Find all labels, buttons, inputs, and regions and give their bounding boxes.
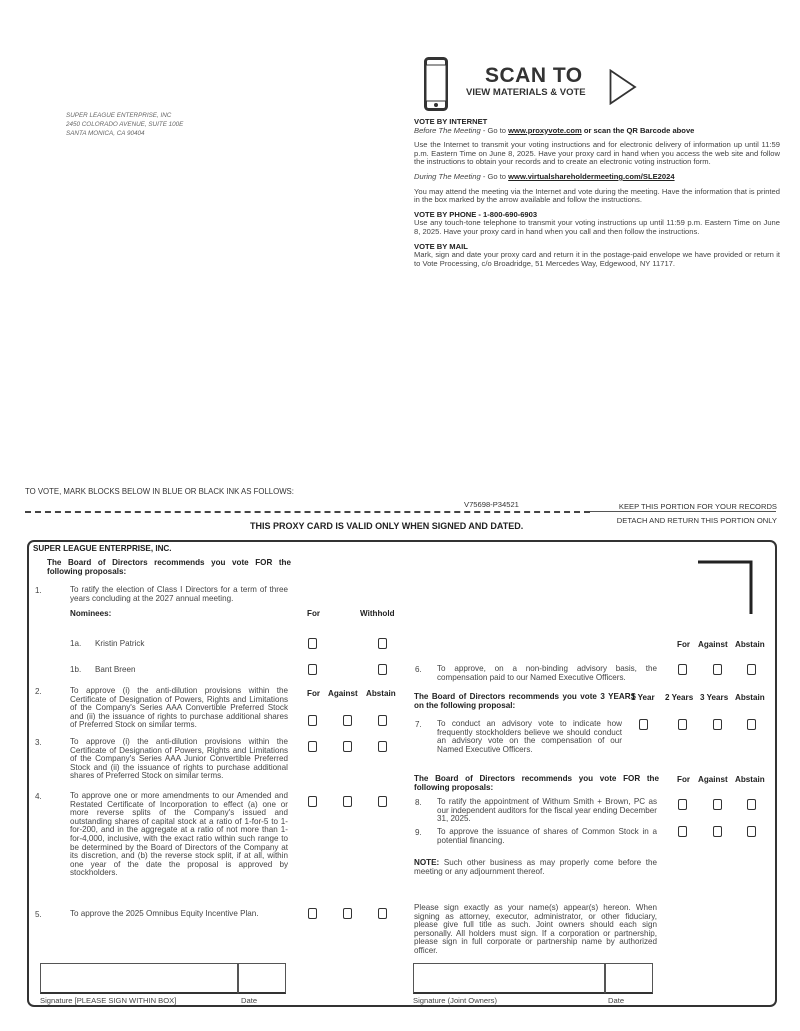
col-against: Against (698, 640, 728, 649)
checkbox-7-2-years[interactable] (678, 719, 687, 730)
checkbox-5-for[interactable] (308, 908, 317, 919)
proposal-8-text: To ratify the appointment of Withum Smith + Brown, PC as our independent auditors for the fiscal year ending December 31, 2025. (437, 797, 657, 824)
joint-signature-label: Signature (Joint Owners) (413, 996, 497, 1005)
phone-heading: VOTE BY PHONE - 1-800-690-6903 (414, 209, 538, 219)
checkbox-5-against[interactable] (343, 908, 352, 919)
checkbox-4-against[interactable] (343, 796, 352, 807)
checkbox-8-for[interactable] (678, 799, 687, 810)
note-label: NOTE: (414, 858, 440, 867)
proposal-number: 8. (415, 798, 422, 807)
proposal-5-text: To approve the 2025 Omnibus Equity Incentive Plan. (70, 909, 259, 918)
col-abstain: Abstain (366, 689, 396, 698)
address-line: SUPER LEAGUE ENTERPRISE, INC (66, 112, 172, 119)
nominees-label: Nominees: (70, 609, 112, 618)
signature-box[interactable] (40, 963, 238, 994)
nominee-number: 1a. (70, 639, 82, 648)
mail-heading: VOTE BY MAIL (414, 241, 468, 251)
signing-instructions: Please sign exactly as your name(s) appear(s) hereon. When signing as attorney, executor, administrator, or other fiduciary, please give full title as such. Joint owners should each sign personally. All holders must sign. If a corporation or partnership, please sign in full corporate or partnership name by authorized officer. (414, 903, 657, 955)
before-label: Before The Meeting (414, 125, 481, 135)
proposal-9-text: To approve the issuance of shares of Common Stock in a potential financing. (437, 827, 657, 845)
virtual-meeting-link[interactable]: www.virtualshareholdermeeting.com/SLE2024 (508, 171, 675, 181)
col-3-years: 3 Years (700, 693, 729, 702)
nominee-number: 1b. (70, 665, 82, 674)
checkbox-3-for[interactable] (308, 741, 317, 752)
internet-heading: VOTE BY INTERNET (414, 117, 488, 126)
col-against: Against (328, 689, 358, 698)
ink-instructions: TO VOTE, MARK BLOCKS BELOW IN BLUE OR BLACK INK AS FOLLOWS: (25, 487, 294, 496)
col-for: For (677, 775, 691, 784)
proposal-number: 7. (415, 720, 422, 729)
control-code: V75698-P34521 (464, 500, 519, 509)
checkbox-2-for[interactable] (308, 715, 317, 726)
checkbox-7-3-years[interactable] (713, 719, 722, 730)
return-address (66, 111, 183, 138)
col-for: For (307, 689, 321, 698)
address-line: 2450 COLORADO AVENUE, SUITE 100E (66, 121, 184, 128)
checkbox-9-abstain[interactable] (747, 826, 756, 837)
date-label: Date (241, 996, 258, 1005)
proposal-2-text: To approve (i) the anti-dilution provisions within the Certificate of Designation of Powers, Rights and Limitations of the Company's Series AAA Convertible Preferred Stock and (ii) the issuance of rights to purchase additional shares of Preferred Stock on similar terms. (70, 686, 288, 730)
proposal-3-text: To approve (i) the anti-dilution provisions within the Certificate of Designation of Powers, Rights and Limitations of the Company's Series AAA Junior Convertible Preferred Stock and (ii) the issuance of rights to purchase additional shares of Preferred Stock on similar terms. (70, 737, 288, 781)
qr-text: or scan the QR Barcode above (581, 125, 695, 135)
checkbox-8-against[interactable] (713, 799, 722, 810)
detach-line (25, 511, 590, 513)
checkbox-2-abstain[interactable] (378, 715, 387, 726)
proposal-number: 3. (35, 738, 42, 747)
corner-mark (698, 560, 754, 614)
col-withhold: Withhold (360, 609, 395, 618)
checkbox-6-abstain[interactable] (747, 664, 756, 675)
col-against: Against (698, 775, 728, 784)
detach-portion: DETACH AND RETURN THIS PORTION ONLY (616, 516, 777, 525)
checkbox-3-abstain[interactable] (378, 741, 387, 752)
arrow-icon (609, 69, 637, 105)
note (414, 859, 657, 876)
checkbox-9-against[interactable] (713, 826, 722, 837)
col-for: For (307, 609, 321, 618)
checkbox-2-against[interactable] (343, 715, 352, 726)
checkbox-8-abstain[interactable] (747, 799, 756, 810)
col-abstain: Abstain (735, 775, 765, 784)
proxyvote-link[interactable]: www.proxyvote.com (508, 125, 582, 135)
during-label: During The Meeting (414, 171, 481, 181)
mail-body: Mark, sign and date your proxy card and return it in the postage-paid envelope we have provided or return it to Vote Processing, c/o Broadridge, 51 Mercedes Way, Edgewood, NY 11717. (414, 250, 780, 268)
proposal-number: 5. (35, 910, 42, 919)
board-recommendation: The Board of Directors recommends you vote FOR the following proposals: (47, 558, 291, 576)
valid-notice: THIS PROXY CARD IS VALID ONLY WHEN SIGNED AND DATED. (250, 521, 524, 531)
checkbox-1a-for[interactable] (308, 638, 317, 649)
joint-date-box[interactable] (605, 963, 653, 994)
phone-icon (424, 57, 448, 111)
proposal-6-text: To approve, on a non-binding advisory basis, the compensation paid to our Named Executive Officers. (437, 664, 657, 682)
nominee-name: Kristin Patrick (95, 639, 145, 648)
checkbox-7-1-year[interactable] (639, 719, 648, 730)
proposal-number: 9. (415, 828, 422, 837)
checkbox-1b-withhold[interactable] (378, 664, 387, 675)
detach-line-solid (590, 511, 776, 512)
internet-body-2: You may attend the meeting via the Internet and vote during the meeting. Have the information that is printed in the box marked by the arrow available and follow the instructions. (414, 186, 780, 205)
proposal-7-text: To conduct an advisory vote to indicate how frequently stockholders believe we should conduct an advisory vote on the compensation of our Named Executive Officers. (437, 719, 622, 754)
checkbox-1a-withhold[interactable] (378, 638, 387, 649)
proposal-1-text: To ratify the election of Class I Directors for a term of three years concluding at the 2027 annual meeting. (70, 585, 288, 603)
address-line: SANTA MONICA, CA 90404 (66, 130, 145, 137)
col-2-years: 2 Years (665, 693, 694, 702)
col-for: For (677, 640, 691, 649)
checkbox-4-for[interactable] (308, 796, 317, 807)
joint-date-label: Date (608, 996, 625, 1005)
col-1-year: 1 Year (631, 693, 655, 702)
board-recommendation-3y: The Board of Directors recommends you vote 3 YEARS on the following proposal: (414, 692, 636, 710)
checkbox-6-against[interactable] (713, 664, 722, 675)
scan-subtitle: VIEW MATERIALS & VOTE (466, 87, 586, 98)
proposal-number: 6. (415, 665, 422, 674)
checkbox-5-abstain[interactable] (378, 908, 387, 919)
signature-label: Signature [PLEASE SIGN WITHIN BOX] (40, 996, 177, 1005)
note-text: Such other business as may properly come before the meeting or any adjournment thereof. (414, 858, 657, 876)
proposal-4-text: To approve one or more amendments to our Amended and Restated Certificate of Incorporation to effect (a) one or more reverse splits of the Company's issued and outstanding shares of capital stock at a ratio of 1-for-5 to 1-for-200, and in the aggregate at a ratio of not more than 1-for-4,000, inclusive, with the exact ratio within such range to be determined by the Board of Directors of the Company at its discretion, and (b) the reverse stock split, if at all, within one year of the date the proposal is approved by stockholders. (70, 791, 288, 878)
company-name: SUPER LEAGUE ENTERPRISE, INC. (33, 544, 172, 553)
phone-body: Use any touch-tone telephone to transmit your voting instructions up until 11:59 p.m. Eastern Time on June 8, 2025. Have your proxy card in hand when you call and then follow the instructions. (414, 218, 780, 236)
proposal-number: 2. (35, 687, 42, 696)
checkbox-6-for[interactable] (678, 664, 687, 675)
checkbox-3-against[interactable] (343, 741, 352, 752)
checkbox-7-abstain[interactable] (747, 719, 756, 730)
checkbox-4-abstain[interactable] (378, 796, 387, 807)
proposal-number: 4. (35, 792, 42, 801)
checkbox-1b-for[interactable] (308, 664, 317, 675)
nominee-name: Bant Breen (95, 665, 136, 674)
board-recommendation-2: The Board of Directors recommends you vote FOR the following proposals: (414, 774, 659, 792)
date-box[interactable] (238, 963, 286, 994)
joint-signature-box[interactable] (413, 963, 605, 994)
col-abstain: Abstain (735, 693, 765, 702)
internet-body: Use the Internet to transmit your voting instructions and for electronic delivery of information up until 11:59 p.m. Eastern Time on June 8, 2025. Have your proxy card in hand when you access the web site and follow the instructions to obtain your records and to create an electronic voting instruction form. (414, 140, 780, 167)
col-abstain: Abstain (735, 640, 765, 649)
scan-title: SCAN TO (485, 64, 583, 87)
proposal-number: 1. (35, 586, 42, 595)
keep-portion: KEEP THIS PORTION FOR YOUR RECORDS (618, 502, 777, 511)
checkbox-9-for[interactable] (678, 826, 687, 837)
go-to: - Go to (480, 125, 509, 135)
vote-instructions (414, 118, 780, 268)
go-to: - Go to (480, 171, 509, 181)
